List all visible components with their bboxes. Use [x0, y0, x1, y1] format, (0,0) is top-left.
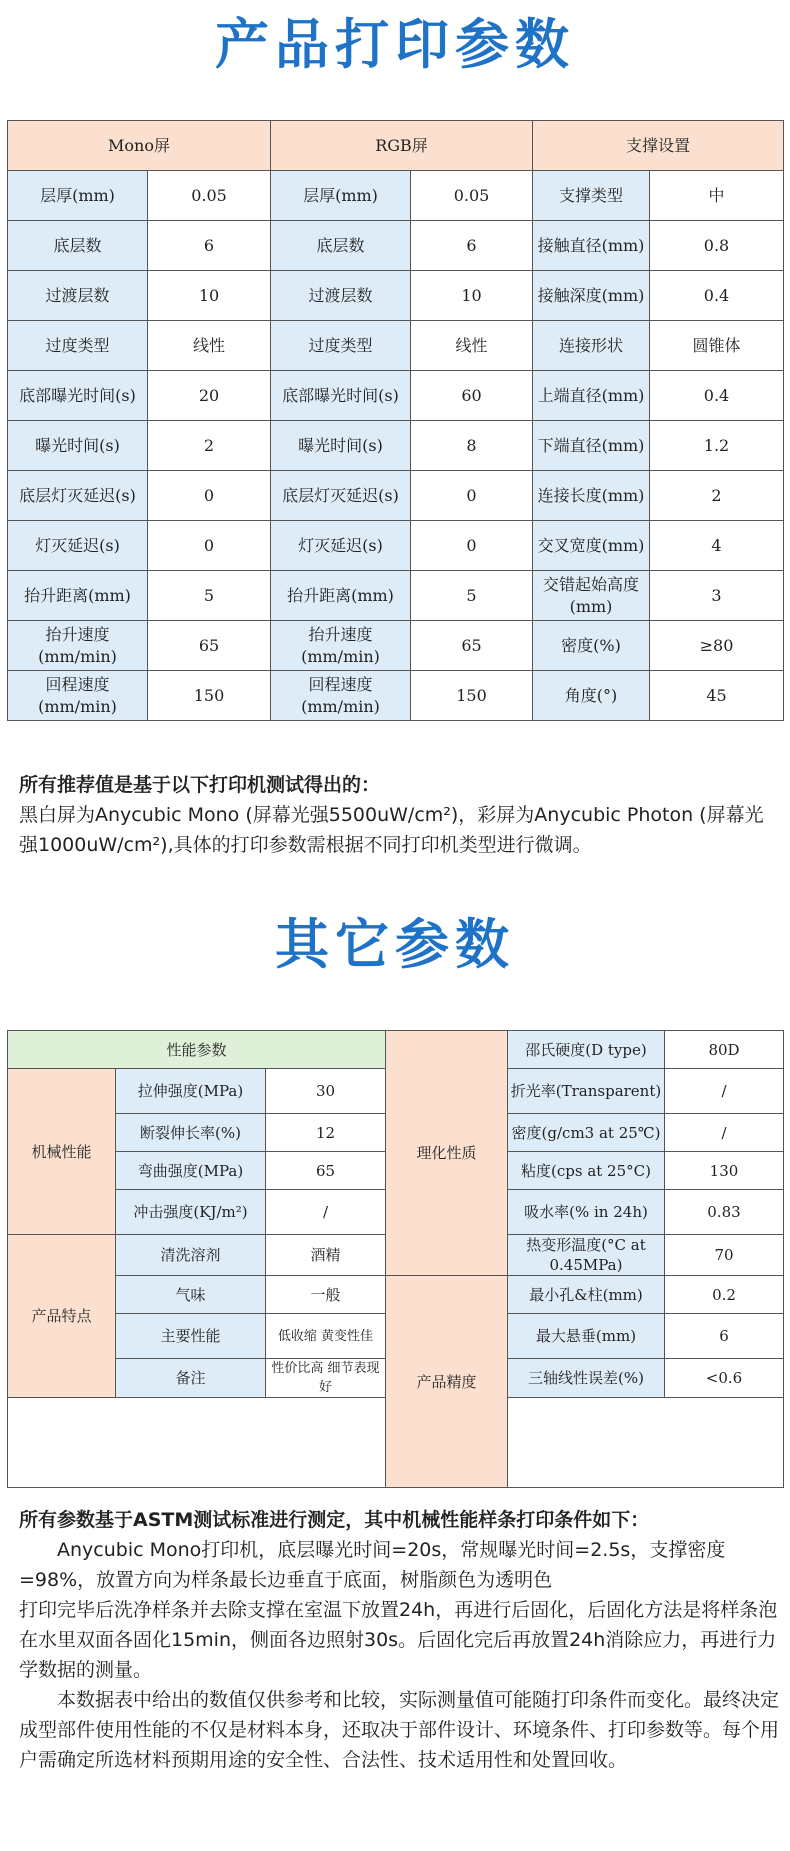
param-value: 圆锥体: [650, 321, 784, 371]
param-label: 接触深度(mm): [533, 271, 650, 321]
other-params-note-p1: Anycubic Mono打印机，底层曝光时间=20s，常规曝光时间=2.5s，支撑密度=98%，放置方向为样条最长边垂直于底面，树脂颜色为透明色: [19, 1539, 726, 1591]
param-value: ≥80: [650, 621, 784, 671]
prec-value: 0.2: [665, 1276, 784, 1314]
param-value: 6: [411, 221, 533, 271]
param-label: 抬升速度(mm/min): [271, 621, 411, 671]
print-params-note-heading: 所有推荐值是基于以下打印机测试得出的：: [19, 774, 381, 796]
prec-value: <0.6: [665, 1359, 784, 1398]
other-params-row: [8, 1031, 784, 1069]
param-label: 底层灯灭延迟(s): [8, 471, 148, 521]
param-value: 0: [148, 471, 271, 521]
feat-label: 气味: [116, 1276, 266, 1314]
param-value: 10: [411, 271, 533, 321]
other-params-note: [19, 1505, 779, 1775]
param-value: 4: [650, 521, 784, 571]
param-value: 0.4: [650, 271, 784, 321]
mech-value: 65: [266, 1152, 386, 1190]
param-value: 45: [650, 671, 784, 721]
param-value: 0.05: [411, 171, 533, 221]
param-label: 回程速度(mm/min): [8, 671, 148, 721]
header-rgb: RGB屏: [271, 121, 533, 171]
param-label: 抬升距离(mm): [8, 571, 148, 621]
print-params-row: [8, 621, 784, 671]
param-value: 0: [148, 521, 271, 571]
perf-header: 性能参数: [8, 1031, 386, 1069]
print-params-row: [8, 221, 784, 271]
phys-label: 粘度(cps at 25°C): [508, 1152, 665, 1190]
param-label: 曝光时间(s): [8, 421, 148, 471]
prec-label: 最小孔&柱(mm): [508, 1276, 665, 1314]
print-params-row: [8, 421, 784, 471]
param-value: 3: [650, 571, 784, 621]
param-label: 过度类型: [8, 321, 148, 371]
feat-label: 主要性能: [116, 1314, 266, 1359]
phys-group-label: 理化性质: [386, 1031, 508, 1276]
param-value: 10: [148, 271, 271, 321]
print-params-header-row: [8, 121, 784, 171]
param-value: 0.05: [148, 171, 271, 221]
param-label: 交叉宽度(mm): [533, 521, 650, 571]
param-value: 中: [650, 171, 784, 221]
param-value: 150: [411, 671, 533, 721]
phys-value: /: [665, 1069, 784, 1114]
other-params-note-p2: 打印完毕后洗净样条并去除支撑在室温下放置24h，再进行后固化，后固化方法是将样条泡在水里双面各固化15min，侧面各边照射30s。后固化完后再放置24h消除应力，再进行力学数据的测量。: [19, 1599, 778, 1681]
param-label: 底部曝光时间(s): [271, 371, 411, 421]
param-label: 过渡层数: [8, 271, 148, 321]
phys-value: 130: [665, 1152, 784, 1190]
param-label: 过渡层数: [271, 271, 411, 321]
phys-label: 邵氏硬度(D type): [508, 1031, 665, 1069]
param-value: 1.2: [650, 421, 784, 471]
print-params-note: [19, 770, 779, 860]
empty-cell: [8, 1398, 386, 1488]
mech-value: 12: [266, 1114, 386, 1152]
phys-value: /: [665, 1114, 784, 1152]
print-params-row: [8, 271, 784, 321]
param-label: 曝光时间(s): [271, 421, 411, 471]
param-value: 60: [411, 371, 533, 421]
other-params-note-p3: 本数据表中给出的数值仅供参考和比较，实际测量值可能随打印条件而变化。最终决定成型部件使用性能的不仅是材料本身，还取决于部件设计、环境条件、打印参数等。每个用户需确定所选材料预期用途的安全性、合法性、技术适用性和处置回收。: [19, 1689, 780, 1771]
param-value: 6: [148, 221, 271, 271]
other-params-row: [8, 1276, 784, 1314]
param-value: 2: [650, 471, 784, 521]
feat-value: 一般: [266, 1276, 386, 1314]
param-label: 连接长度(mm): [533, 471, 650, 521]
prec-label: 三轴线性误差(%): [508, 1359, 665, 1398]
print-params-title: 产品打印参数: [215, 13, 575, 76]
param-value: 65: [411, 621, 533, 671]
param-label: 抬升速度(mm/min): [8, 621, 148, 671]
param-label: 底层灯灭延迟(s): [271, 471, 411, 521]
phys-label: 热变形温度(°C at 0.45MPa): [508, 1235, 665, 1276]
feat-group-label: 产品特点: [8, 1235, 116, 1398]
param-value: 65: [148, 621, 271, 671]
print-params-row: [8, 171, 784, 221]
mech-group-label: 机械性能: [8, 1069, 116, 1235]
param-label: 角度(°): [533, 671, 650, 721]
param-value: 20: [148, 371, 271, 421]
print-params-row: [8, 371, 784, 421]
phys-value: 70: [665, 1235, 784, 1276]
param-label: 底部曝光时间(s): [8, 371, 148, 421]
header-support: 支撑设置: [533, 121, 784, 171]
mech-value: 30: [266, 1069, 386, 1114]
param-label: 底层数: [271, 221, 411, 271]
param-value: 5: [148, 571, 271, 621]
print-params-note-body: 黑白屏为Anycubic Mono (屏幕光强5500uW/cm²)，彩屏为Anycubic Photon (屏幕光强1000uW/cm²),具体的打印参数需根据不同打印机类型进行微调。: [19, 804, 764, 856]
param-value: 2: [148, 421, 271, 471]
print-params-row: [8, 321, 784, 371]
mech-label: 断裂伸长率(%): [116, 1114, 266, 1152]
print-params-row: [8, 521, 784, 571]
phys-value: 80D: [665, 1031, 784, 1069]
feat-label: 清洗溶剂: [116, 1235, 266, 1276]
param-label: 支撑类型: [533, 171, 650, 221]
param-label: 抬升距离(mm): [271, 571, 411, 621]
param-value: 0: [411, 521, 533, 571]
phys-label: 折光率(Transparent): [508, 1069, 665, 1114]
param-label: 接触直径(mm): [533, 221, 650, 271]
param-label: 密度(%): [533, 621, 650, 671]
param-value: 0.4: [650, 371, 784, 421]
param-label: 层厚(mm): [8, 171, 148, 221]
prec-group-label: 产品精度: [386, 1276, 508, 1488]
feat-value: 酒精: [266, 1235, 386, 1276]
param-value: 150: [148, 671, 271, 721]
feat-label: 备注: [116, 1359, 266, 1398]
print-params-row: [8, 471, 784, 521]
param-value: 8: [411, 421, 533, 471]
param-label: 连接形状: [533, 321, 650, 371]
empty-cell: [508, 1398, 784, 1488]
mech-label: 冲击强度(KJ/m²): [116, 1190, 266, 1235]
header-mono: Mono屏: [8, 121, 271, 171]
param-label: 底层数: [8, 221, 148, 271]
other-params-title: 其它参数: [275, 913, 515, 976]
phys-label: 密度(g/cm3 at 25℃): [508, 1114, 665, 1152]
param-label: 交错起始高度(mm): [533, 571, 650, 621]
prec-value: 6: [665, 1314, 784, 1359]
mech-label: 弯曲强度(MPa): [116, 1152, 266, 1190]
other-params-table: [7, 1030, 784, 1488]
phys-value: 0.83: [665, 1190, 784, 1235]
param-value: 5: [411, 571, 533, 621]
param-label: 灯灭延迟(s): [271, 521, 411, 571]
param-label: 上端直径(mm): [533, 371, 650, 421]
param-value: 线性: [411, 321, 533, 371]
mech-label: 拉伸强度(MPa): [116, 1069, 266, 1114]
prec-label: 最大悬垂(mm): [508, 1314, 665, 1359]
param-label: 下端直径(mm): [533, 421, 650, 471]
phys-label: 吸水率(% in 24h): [508, 1190, 665, 1235]
print-params-row: [8, 571, 784, 621]
print-params-row: [8, 671, 784, 721]
param-label: 过度类型: [271, 321, 411, 371]
mech-value: /: [266, 1190, 386, 1235]
param-label: 层厚(mm): [271, 171, 411, 221]
param-value: 0: [411, 471, 533, 521]
feat-value: 低收缩 黄变性佳: [266, 1314, 386, 1359]
feat-value: 性价比高 细节表现好: [266, 1359, 386, 1398]
other-params-note-heading: 所有参数基于ASTM测试标准进行测定，其中机械性能样条打印条件如下：: [19, 1509, 650, 1531]
param-value: 0.8: [650, 221, 784, 271]
param-label: 回程速度(mm/min): [271, 671, 411, 721]
print-params-table: [7, 120, 784, 721]
param-label: 灯灭延迟(s): [8, 521, 148, 571]
param-value: 线性: [148, 321, 271, 371]
